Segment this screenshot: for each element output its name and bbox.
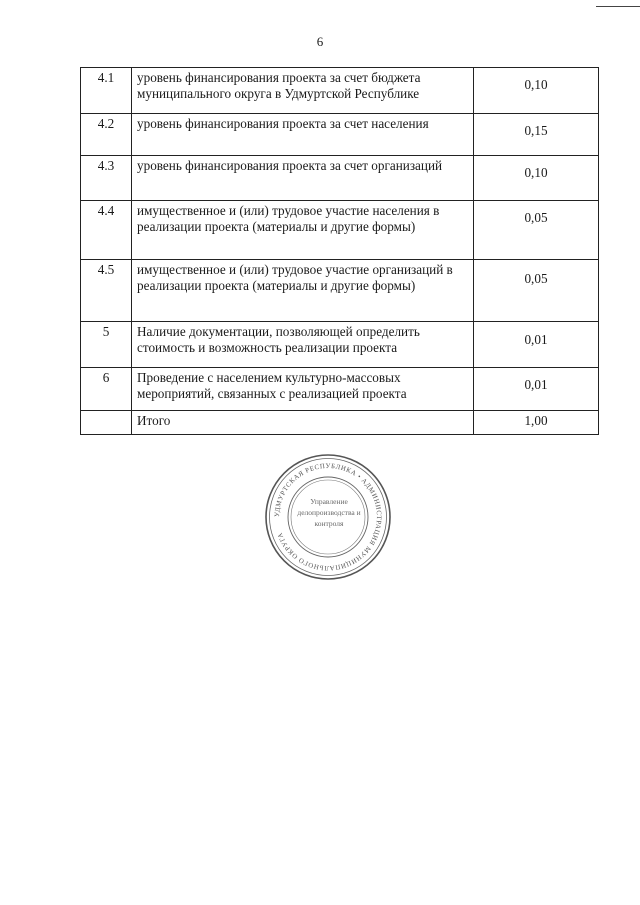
row-number: 5 xyxy=(81,322,132,368)
table-row xyxy=(81,114,599,156)
row-number: 4.5 xyxy=(81,260,132,322)
row-value: 0,05 xyxy=(474,201,599,260)
row-number: 4.2 xyxy=(81,114,132,156)
row-value: 0,01 xyxy=(474,368,599,411)
row-value: 0,10 xyxy=(474,68,599,114)
total-value: 1,00 xyxy=(474,411,599,435)
row-number: 6 xyxy=(81,368,132,411)
row-text: имущественное и (или) трудовое участие организаций в реализации проекта (материалы и другие формы) xyxy=(132,260,474,322)
table-row xyxy=(81,260,599,322)
row-text: уровень финансирования проекта за счет бюджета муниципального округа в Удмуртской Республике xyxy=(132,68,474,114)
row-text: уровень финансирования проекта за счет организаций xyxy=(132,156,474,201)
row-value: 0,10 xyxy=(474,156,599,201)
table-row xyxy=(81,368,599,411)
row-number: 4.1 xyxy=(81,68,132,114)
total-label: Итого xyxy=(132,411,474,435)
row-text: Проведение с населением культурно-массовых мероприятий, связанных с реализацией проекта xyxy=(132,368,474,411)
table-row xyxy=(81,156,599,201)
row-number: 4.4 xyxy=(81,201,132,260)
row-value: 0,05 xyxy=(474,260,599,322)
row-value: 0,01 xyxy=(474,322,599,368)
table-row xyxy=(81,201,599,260)
seal-outer-text: УДМУРТСКАЯ РЕСПУБЛИКА • АДМИНИСТРАЦИЯ МУНИЦИПАЛЬНОГО ОКРУГА xyxy=(273,462,383,572)
row-text: уровень финансирования проекта за счет населения xyxy=(132,114,474,156)
row-value: 0,15 xyxy=(474,114,599,156)
table-row xyxy=(81,68,599,114)
row-text: Наличие документации, позволяющей определить стоимость и возможность реализации проекта xyxy=(132,322,474,368)
seal-inner-text: Управление делопроизводства и контроля xyxy=(297,497,361,528)
table-row xyxy=(81,322,599,368)
row-number xyxy=(81,411,132,435)
page-number: 6 xyxy=(316,34,324,49)
criteria-table xyxy=(80,67,599,435)
row-number: 4.3 xyxy=(81,156,132,201)
row-text: имущественное и (или) трудовое участие населения в реализации проекта (материалы и другие формы) xyxy=(132,201,474,260)
corner-line xyxy=(596,0,640,7)
official-seal-stamp xyxy=(263,452,393,582)
table-row-total xyxy=(81,411,599,435)
